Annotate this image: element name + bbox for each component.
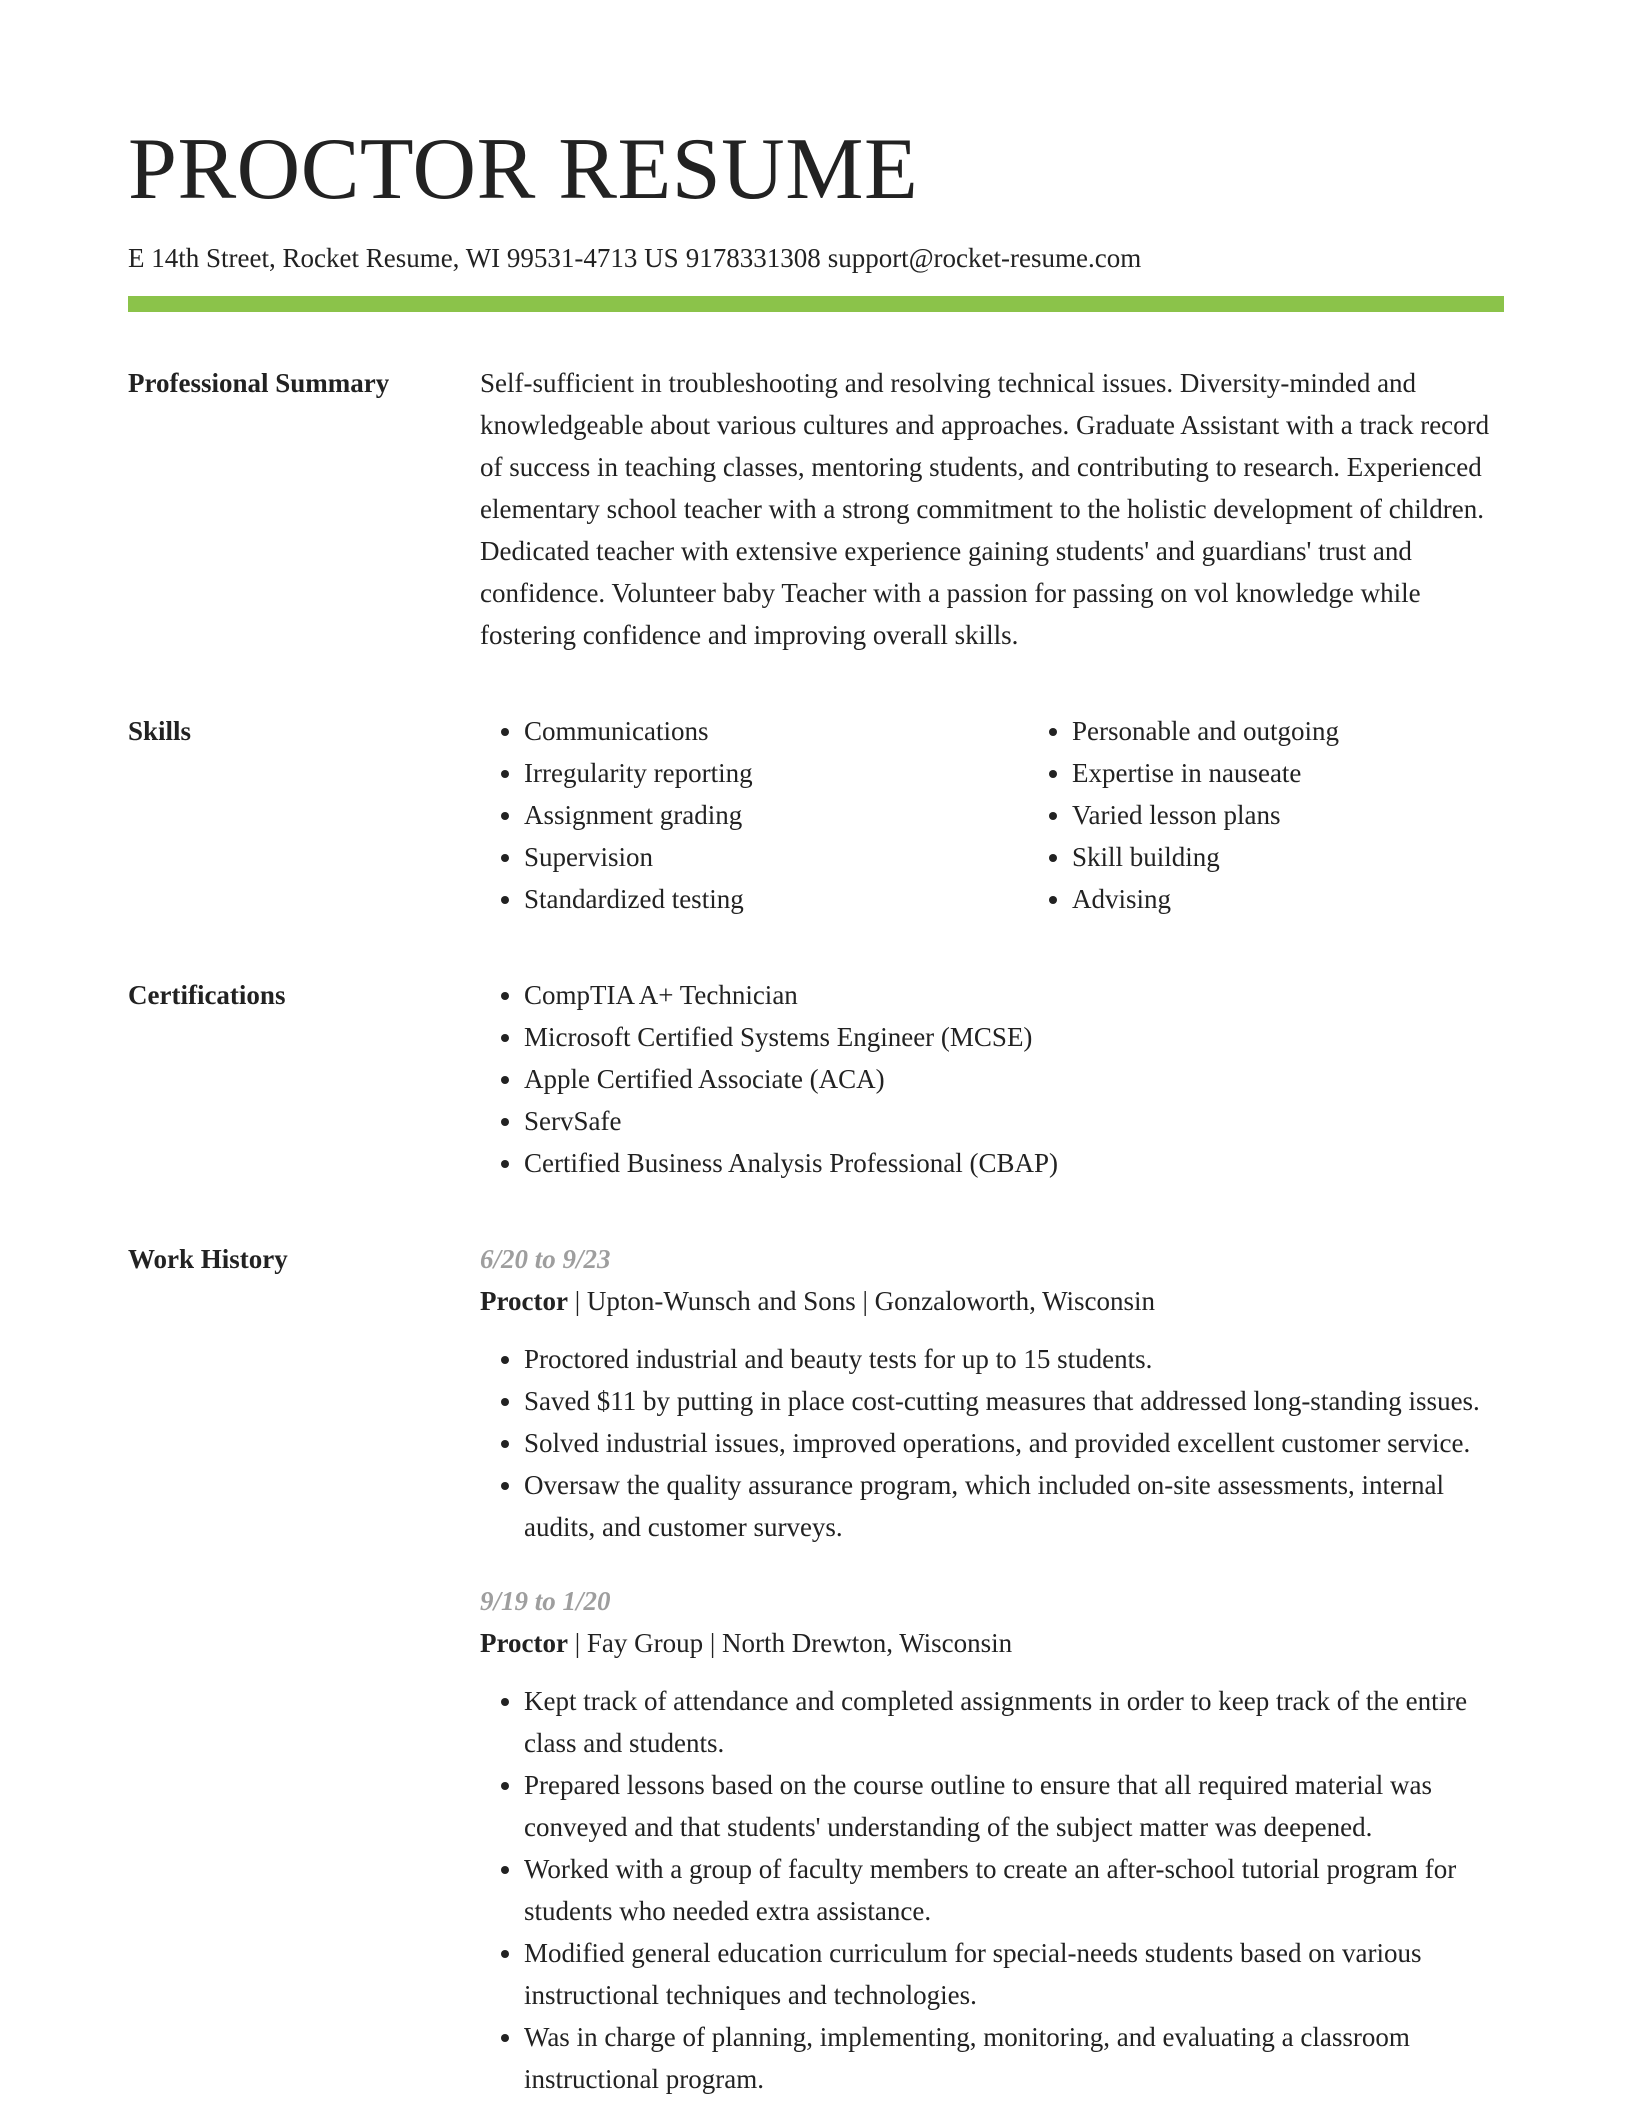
contact-email: support@rocket-resume.com (827, 243, 1142, 273)
skill-item: • Irregularity reporting (524, 752, 1028, 794)
skill-item: • Advising (1072, 878, 1339, 920)
contact-address: E 14th Street, Rocket Resume, WI 99531-4713 US (128, 243, 679, 273)
contact-line (128, 240, 1504, 276)
job-heading (480, 1280, 1504, 1322)
certification-item: • CompTIA A+ Technician (524, 974, 1504, 1016)
summary-section (128, 362, 1504, 656)
skill-item: • Personable and outgoing (1072, 710, 1339, 752)
certification-item: • ServSafe (524, 1100, 1504, 1142)
job-bullet: • Solved industrial issues, improved operations, and provided excellent customer service. (524, 1422, 1504, 1464)
resume-name: PROCTOR RESUME (128, 121, 919, 218)
summary-heading: Professional Summary (128, 368, 390, 398)
job-details: | Fay Group | North Drewton, Wisconsin (567, 1628, 1013, 1658)
accent-divider (128, 296, 1504, 312)
job-bullet: • Was in charge of planning, implementing, monitoring, and evaluating a classroom instructional program. (524, 2016, 1504, 2100)
job-bullet: • Saved $11 by putting in place cost-cutting measures that addressed long-standing issues. (524, 1380, 1504, 1422)
job-title: Proctor (480, 1628, 568, 1658)
job-bullet-list (480, 1338, 1504, 1548)
summary-text: Self-sufficient in troubleshooting and resolving technical issues. Diversity-minded and knowledgeable about various cultures and approaches. Graduate Assistant with a track record of success in teaching classes, mentoring students, and contributing to research. Experienced elementary school teacher with a strong commitment to the holistic development of children. Dedicated teacher with extensive experience gaining students' and guardians' trust and confidence. Volunteer baby Teacher with a passion for passing on vol knowledge while fostering confidence and improving overall skills. (480, 368, 1490, 650)
skill-item: • Assignment grading (524, 794, 1028, 836)
job-dates: 6/20 to 9/23 (480, 1244, 611, 1274)
skills-heading: Skills (128, 716, 192, 746)
job-bullet-list (480, 1680, 1504, 2100)
skills-list-right (1028, 710, 1339, 920)
job-heading (480, 1622, 1504, 1664)
job-entry (480, 1238, 1504, 1548)
job-entry (480, 1580, 1504, 2100)
job-bullet: • Kept track of attendance and completed assignments in order to keep track of the entire class and students. (524, 1680, 1504, 1764)
skill-item: • Skill building (1072, 836, 1339, 878)
skill-item: • Supervision (524, 836, 1028, 878)
job-bullet: • Prepared lessons based on the course outline to ensure that all required material was conveyed and that students' understanding of the subject matter was deepened. (524, 1764, 1504, 1848)
job-bullet: • Oversaw the quality assurance program, which included on-site assessments, internal audits, and customer surveys. (524, 1464, 1504, 1548)
job-bullet: • Modified general education curriculum for special-needs students based on various instructional techniques and technologies. (524, 1932, 1504, 2016)
skill-item: • Communications (524, 710, 1028, 752)
certifications-list (480, 974, 1504, 1184)
job-bullet: • Proctored industrial and beauty tests for up to 15 students. (524, 1338, 1504, 1380)
certification-item: • Microsoft Certified Systems Engineer (MCSE) (524, 1016, 1504, 1058)
certifications-section (128, 974, 1504, 1184)
job-dates: 9/19 to 1/20 (480, 1586, 611, 1616)
skills-section (128, 710, 1504, 920)
contact-phone: 9178331308 (685, 243, 821, 273)
skill-item: • Standardized testing (524, 878, 1028, 920)
job-bullet: • Worked with a group of faculty members to create an after-school tutorial program for students who needed extra assistance. (524, 1848, 1504, 1932)
work-history-section (128, 1238, 1504, 2100)
skills-grid (480, 710, 1504, 920)
job-details: | Upton-Wunsch and Sons | Gonzaloworth, Wisconsin (567, 1286, 1156, 1316)
certifications-heading: Certifications (128, 980, 286, 1010)
certification-item: • Certified Business Analysis Professional (CBAP) (524, 1142, 1504, 1184)
skill-item: • Expertise in nauseate (1072, 752, 1339, 794)
certification-item: • Apple Certified Associate (ACA) (524, 1058, 1504, 1100)
job-title: Proctor (480, 1286, 568, 1316)
skills-list-left (480, 710, 1028, 920)
work-history-heading: Work History (128, 1244, 288, 1274)
skill-item: • Varied lesson plans (1072, 794, 1339, 836)
